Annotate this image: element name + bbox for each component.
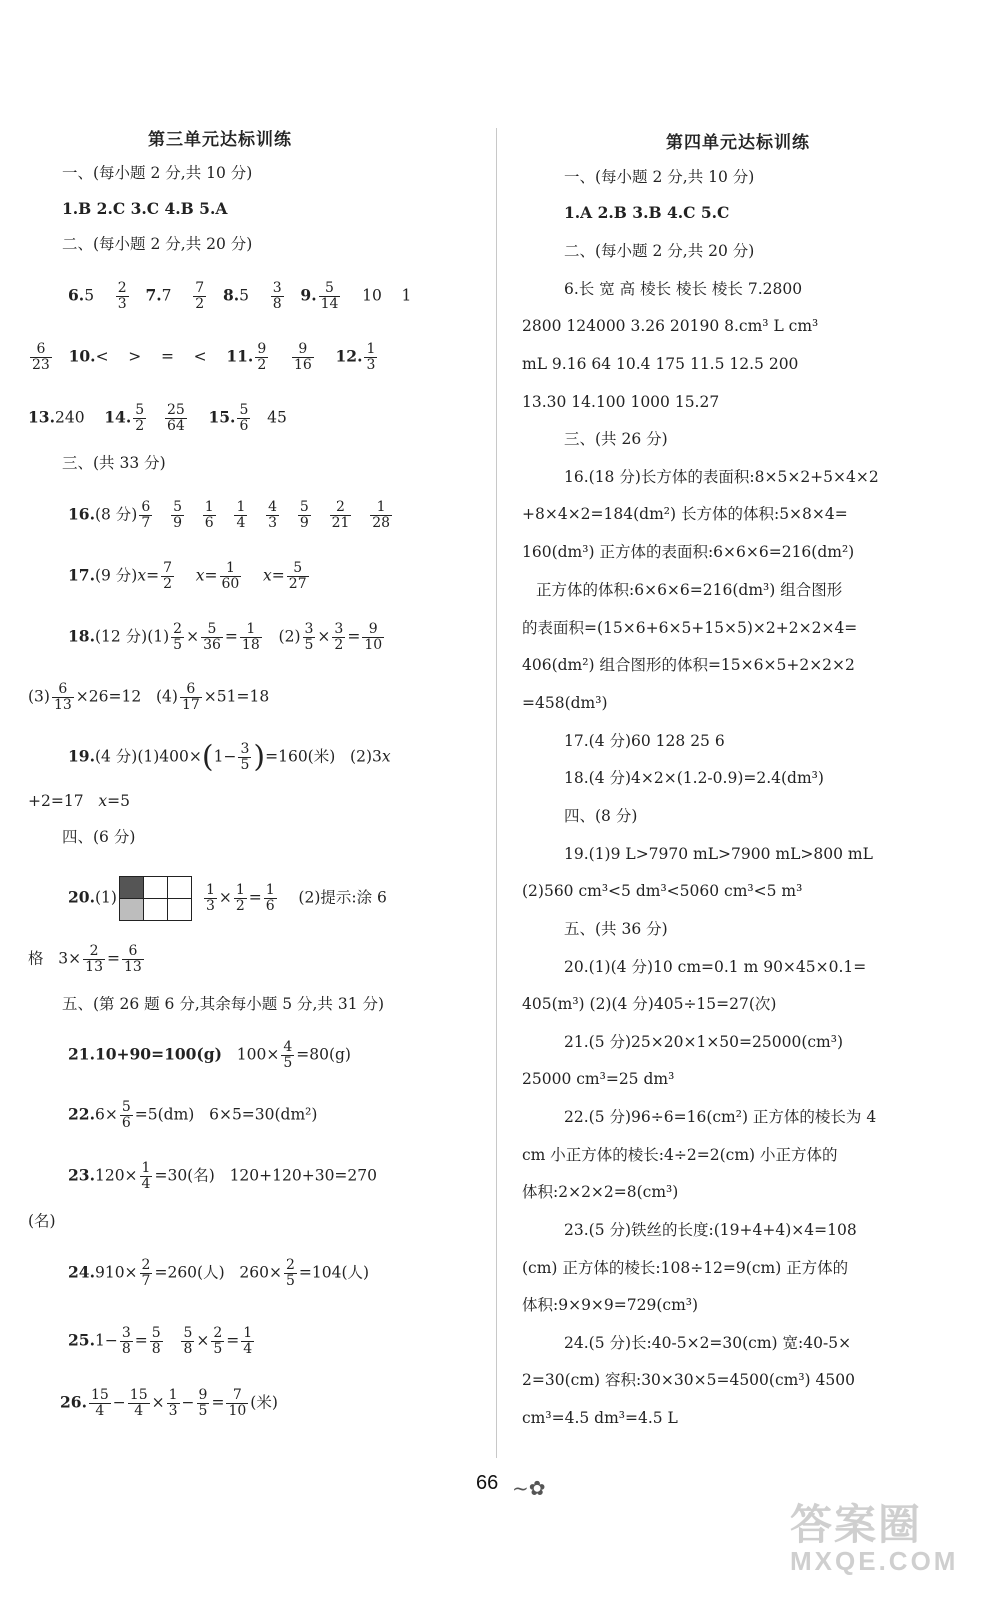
answer-25: 25.1− $\frac{3}{8}$ = $\frac{5}{8}$ $\frac{5}{8}$ × $\frac{2}{5}$ = $\frac{1}{4}$	[68, 1325, 253, 1357]
answer-23-line2: (名)	[28, 1212, 56, 1230]
answer-24: 24.910× $\frac{2}{7}$ =260(人) 260× $\frac{2}{5}$ =104(人)	[68, 1257, 370, 1289]
r-answer-23-line3: 体积:9×9×9=729(cm³)	[522, 1296, 699, 1314]
answer-20-hint: (2)提示:涂 6	[298, 888, 387, 907]
r-answers-1-5: 1.A 2.B 3.B 4.C 5.C	[564, 203, 730, 222]
r-answer-16-line5: 的表面积=(15×6+6×5+15×5)×2+2×2×4=	[522, 619, 858, 637]
answer-18-line2: (3) $\frac{6}{13}$ ×26=12 (4) $\frac{6}{17}$ ×51=18	[28, 681, 270, 713]
answer-20-line2: 格 3× $\frac{2}{13}$ = $\frac{6}{13}$	[28, 943, 142, 975]
column-divider	[496, 128, 497, 1458]
section-1-heading: 一、(每小题 2 分,共 10 分)	[62, 164, 253, 182]
r-answer-19-line2: (2)560 cm³<5 dm³<5060 cm³<5 m³	[522, 882, 803, 900]
r-answers-7-8: 2800 124000 3.26 20190 8.cm³ L cm³	[522, 317, 819, 335]
r-answers-13-15: 13.30 14.100 1000 15.27	[522, 393, 720, 411]
leaf-ornament-icon: ~✿	[512, 1476, 546, 1500]
r-answer-16-line1: 16.(18 分)长方体的表面积:8×5×2+5×4×2	[564, 468, 879, 486]
r-section-5-heading: 五、(共 36 分)	[564, 920, 668, 938]
r-answer-24-line2: 2=30(cm) 容积:30×30×5=4500(cm³) 4500	[522, 1371, 855, 1389]
r-answer-23-line1: 23.(5 分)铁丝的长度:(19+4+4)×4=108	[564, 1221, 857, 1239]
r-answer-16-line6: 406(dm²) 组合图形的体积=15×6×5+2×2×2	[522, 656, 855, 674]
r-answer-16-line4: 正方体的体积:6×6×6=216(dm³) 组合图形	[536, 581, 843, 599]
r-answer-16-line7: =458(dm³)	[522, 694, 608, 712]
r-answer-23-line2: (cm) 正方体的棱长:108÷12=9(cm) 正方体的	[522, 1259, 849, 1277]
r-answer-24-line1: 24.(5 分)长:40-5×2=30(cm) 宽:40-5×	[564, 1334, 852, 1352]
page-number: 66	[476, 1472, 499, 1494]
section-5-heading: 五、(第 26 题 6 分,其余每小题 5 分,共 31 分)	[62, 995, 385, 1013]
r-section-3-heading: 三、(共 26 分)	[564, 430, 668, 448]
answer-26: 26. $\frac{15}{4}$ − $\frac{15}{4}$ × $\frac{1}{3}$ − $\frac{9}{5}$ = $\frac{7}{10}$ (米)	[60, 1387, 278, 1419]
r-answers-6-7: 6.长 宽 高 棱长 棱长 棱长 7.2800	[564, 280, 803, 298]
r-answer-22-line3: 体积:2×2×2=8(cm³)	[522, 1183, 679, 1201]
r-answer-19-line1: 19.(1)9 L>7970 mL>7900 mL>800 mL	[564, 845, 873, 863]
r-answer-20-line2: 405(m³) (2)(4 分)405÷15=27(次)	[522, 995, 777, 1013]
answers-13-15: 13.240 14. $\frac{5}{2}$ $\frac{25}{64}$ 15. $\frac{5}{6}$ 45	[28, 402, 287, 434]
r-answer-21-line1: 21.(5 分)25×20×1×50=25000(cm³)	[564, 1033, 844, 1051]
r-answer-16-line2: +8×4×2=184(dm²) 长方体的体积:5×8×4=	[522, 505, 848, 523]
answers-10-12: $\frac{6}{23}$ 10.< > = < 11. $\frac{9}{2}$ $\frac{9}{16}$ 12. $\frac{1}{3}$	[32, 341, 376, 373]
r-answer-24-line3: cm³=4.5 dm³=4.5 L	[522, 1409, 678, 1427]
answers-1-5: 1.B 2.C 3.C 4.B 5.A	[62, 199, 228, 218]
section-3-heading: 三、(共 33 分)	[62, 454, 166, 472]
section-2-heading: 二、(每小题 2 分,共 20 分)	[62, 235, 253, 253]
r-answer-21-line2: 25000 cm³=25 dm³	[522, 1070, 675, 1088]
answer-18-line1: 18.(12 分)(1) $\frac{2}{5}$ × $\frac{5}{36}$ = $\frac{1}{18}$ (2) $\frac{3}{5}$ × $\frac{3}{2}$ = $\frac{9}{10}$	[68, 621, 383, 653]
section-4-heading: 四、(6 分)	[62, 828, 136, 846]
answer-23: 23.120× $\frac{1}{4}$ =30(名) 120+120+30=270	[68, 1160, 378, 1192]
unit3-title: 第三单元达标训练	[148, 130, 292, 150]
r-answer-22-line1: 22.(5 分)96÷6=16(cm²) 正方体的棱长为 4	[564, 1108, 877, 1126]
r-answer-16-line3: 160(dm³) 正方体的表面积:6×6×6=216(dm²)	[522, 543, 855, 561]
unit4-title: 第四单元达标训练	[666, 133, 810, 153]
answer-19-line1: 19.(4 分)(1)400×(1− $\frac{3}{5}$ )=160(米) (2)3x	[68, 739, 391, 775]
answer-19-line2: +2=17 x=5	[28, 792, 130, 810]
watermark-logo: 答案圈 MXQE.COM	[790, 1501, 959, 1576]
answer-22: 22.6× $\frac{5}{6}$ =5(dm) 6×5=30(dm²)	[68, 1099, 318, 1131]
answers-6-9: 6.5 $\frac{2}{3}$ 7.7 $\frac{7}{2}$ 8.5 $\frac{3}{8}$ 9. $\frac{5}{14}$ 10 1	[68, 280, 412, 312]
r-answer-18: 18.(4 分)4×2×(1.2-0.9)=2.4(dm³)	[564, 769, 824, 787]
r-answer-17: 17.(4 分)60 128 25 6	[564, 732, 725, 750]
r-answer-20-line1: 20.(1)(4 分)10 cm=0.1 m 90×45×0.1=	[564, 958, 867, 976]
r-answer-22-line2: cm 小正方体的棱长:4÷2=2(cm) 小正方体的	[522, 1146, 838, 1164]
answer-21: 21.10+90=100(g) 100× $\frac{4}{5}$ =80(g)	[68, 1039, 351, 1071]
answer-20: 20.(1) $\frac{1}{3}$ × $\frac{1}{2}$ = $\frac{1}{6}$ (2)提示:涂 6	[68, 876, 387, 921]
r-answers-8-12: mL 9.16 64 10.4 175 11.5 12.5 200	[522, 355, 799, 373]
r-section-1-heading: 一、(每小题 2 分,共 10 分)	[564, 168, 755, 186]
shaded-grid-figure	[119, 876, 192, 921]
r-section-2-heading: 二、(每小题 2 分,共 20 分)	[564, 242, 755, 260]
r-section-4-heading: 四、(8 分)	[564, 807, 638, 825]
answer-16: 16.(8 分) $\frac{6}{7}$ $\frac{5}{9}$ $\frac{1}{6}$ $\frac{1}{4}$ $\frac{4}{3}$ $\frac{5}{9}$ $\frac{2}{21}$ $\frac{1}{28}$	[68, 499, 391, 531]
answer-17: 17.(9 分)x= $\frac{7}{2}$ x= $\frac{1}{60}$ x= $\frac{5}{27}$	[68, 560, 307, 592]
